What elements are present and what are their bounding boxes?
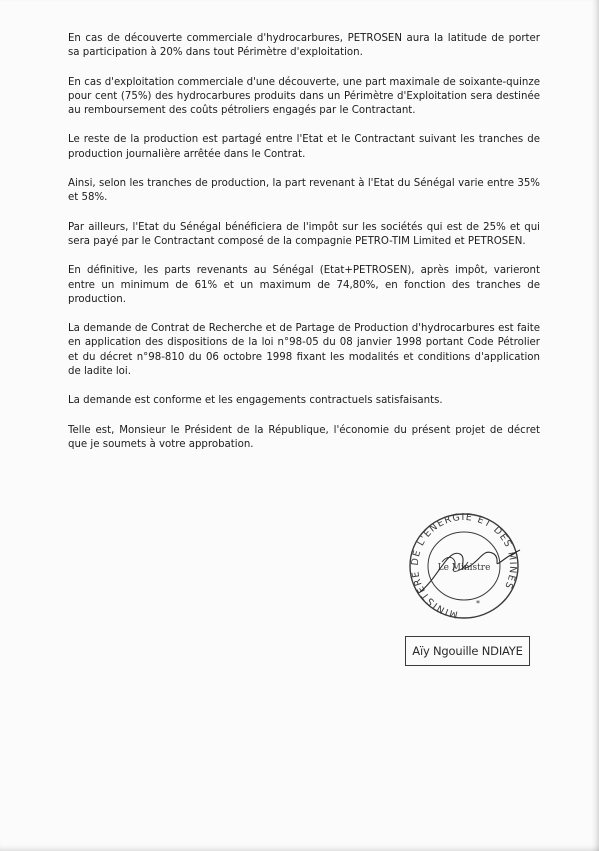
seal-star: * bbox=[476, 599, 480, 608]
paragraph-5: Par ailleurs, l'Etat du Sénégal bénéficiera de l'impôt sur les sociétés qui est de 25% et qui sera payé par le Contractant composé de la compagnie PETRO-TIM Limited et PETROSEN. bbox=[68, 221, 540, 247]
seal-ring-text: MINISTERE DE L'ENERGIE ET DES MINES bbox=[409, 511, 519, 620]
paragraph-9: Telle est, Monsieur le Président de la République, l'économie du présent projet de décret que je soumets à votre approbation. bbox=[68, 424, 540, 450]
paragraph-7: La demande de Contrat de Recherche et de Partage de Production d'hydrocarbures est faite en application des dispositions de la loi n°98-05 du 08 janvier 1998 portant Code Pétrolier et du décret n°98-810 du 06 octobre 1998 fixant les modalités et conditions d'application de ladite loi. bbox=[68, 323, 540, 378]
paragraph-2: En cas d'exploitation commerciale d'une découverte, une part maximale de soixante-quinze pour cent (75%) des hydrocarbures produits dans un Périmètre d'Exploitation sera destinée au remboursement des coûts pétroliers engagés par le Contractant. bbox=[68, 76, 540, 117]
paragraph-3: Le reste de la production est partagé entre l'Etat et le Contractant suivant les tranches de production journalière arrêtée dans le Contrat. bbox=[68, 134, 540, 160]
paragraph-6: En définitive, les parts revenants au Sénégal (Etat+PETROSEN), après impôt, varieront entre un minimum de 61% et un maximum de 74,80%, en fonction des tranches de production. bbox=[68, 265, 540, 305]
paragraph-8: La demande est conforme et les engagements contractuels satisfaisants. bbox=[68, 395, 443, 407]
seal-center-text: Le Ministre bbox=[437, 563, 491, 573]
signatory-name-stamp bbox=[405, 636, 530, 666]
paragraph-1: En cas de découverte commerciale d'hydrocarbures, PETROSEN aura la latitude de porter sa participation à 20% dans tout Périmètre d'exploitation. bbox=[68, 33, 540, 59]
paragraph-4: Ainsi, selon les tranches de production, la part revenant à l'Etat du Sénégal varie entre 35% et 58%. bbox=[68, 178, 540, 204]
signatory-name: Aïy Ngouille NDIAYE bbox=[412, 644, 523, 658]
ministry-seal bbox=[398, 508, 530, 624]
document-body bbox=[68, 32, 540, 467]
